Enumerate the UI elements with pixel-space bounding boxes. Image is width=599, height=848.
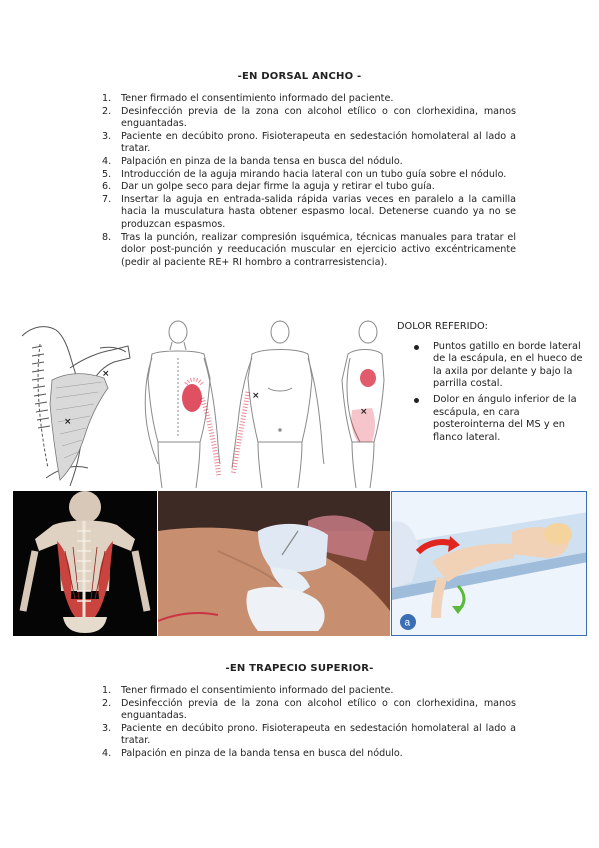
list-item — [100, 685, 516, 698]
step-text: Palpación en pinza de la banda tensa en busca del nódulo. — [121, 155, 403, 167]
trigger-point-x-mark: × — [252, 391, 260, 401]
trapecio-superior-steps — [100, 685, 516, 761]
trigger-point-x-mark: × — [102, 369, 110, 379]
step-number: 8. — [102, 231, 112, 243]
list-item — [100, 93, 516, 106]
step-text: Paciente en decúbito prono. Fisioterapeuta en sedestación homolateral al lado a tratar. — [121, 722, 516, 747]
list-item — [100, 131, 516, 156]
step-number: 1. — [102, 685, 112, 696]
referred-pain-zone-back — [182, 380, 219, 477]
list-item — [100, 106, 516, 131]
list-item — [100, 156, 516, 169]
anatomy-drawing — [12, 318, 392, 488]
step-number: 5. — [102, 168, 112, 180]
step-text: Paciente en decúbito prono. Fisioterapeuta en sedestación homolateral al lado a tratar. — [121, 130, 516, 155]
list-item — [100, 723, 516, 748]
step-text: Dar un golpe seco para dejar firme la aguja y retirar el tubo guía. — [121, 181, 435, 193]
step-number: 4. — [102, 155, 112, 167]
latissimus-muscle-shading — [50, 374, 108, 480]
trigger-point-x-mark: × — [360, 407, 368, 417]
bullet-icon — [414, 398, 419, 403]
step-number: 2. — [102, 697, 112, 709]
step-text: Tras la punción, realizar compresión isquémica, técnicas manuales para tratar el dolor post-punción y reeducación muscular en ejercicio activo excéntricamente (pedir al paciente RE+ RI hombro a contrarresistencia). — [121, 231, 516, 268]
step-text: Insertar la aguja en entrada-salida rápida varias veces en paralelo a la camilla hacia la musculatura hasta obtener espasmo local. Detenerse cuando ya no se produzcan espasmos. — [121, 193, 516, 230]
photo-muscle-3d-render — [13, 491, 157, 636]
photo-dry-needling — [158, 491, 390, 636]
section-title-dorsal-ancho: -EN DORSAL ANCHO - — [237, 71, 362, 82]
referred-pain-heading: DOLOR REFERIDO: — [397, 321, 488, 332]
list-item — [100, 194, 516, 232]
list-item — [100, 748, 516, 761]
photo-eccentric-exercise — [391, 491, 587, 636]
list-item — [100, 169, 516, 182]
dorsal-ancho-steps — [100, 93, 516, 269]
list-item — [397, 394, 587, 444]
bullet-icon — [414, 345, 419, 350]
referred-pain-text: Puntos gatillo en borde lateral de la escápula, en el hueco de la axila por delante y bajo la parrilla costal. — [433, 340, 583, 390]
list-item — [100, 232, 516, 270]
step-number: 3. — [102, 130, 112, 142]
step-text: Desinfección previa de la zona con alcohol etílico o con clorhexidina, manos enguantadas. — [121, 697, 516, 722]
exercise-illustration-image — [392, 492, 587, 636]
latissimus-render-image — [13, 491, 157, 636]
list-item — [397, 341, 587, 391]
step-number: 6. — [102, 181, 112, 193]
step-number: 3. — [102, 722, 112, 734]
back-view-figure — [145, 321, 220, 488]
list-item — [100, 181, 516, 194]
referred-pain-list — [397, 341, 587, 445]
figure-label: a — [404, 617, 411, 629]
referred-pain-illustration — [12, 318, 392, 488]
step-number: 7. — [102, 193, 112, 205]
step-text: Desinfección previa de la zona con alcohol etílico o con clorhexidina, manos enguantadas. — [121, 105, 516, 130]
lateral-view-figure — [342, 321, 384, 488]
step-number: 4. — [102, 747, 112, 759]
step-number: 2. — [102, 105, 112, 117]
needling-photo-image — [158, 491, 390, 636]
step-text: Introducción de la aguja mirando hacia lateral con un tubo guía sobre el nódulo. — [121, 168, 507, 180]
step-text: Tener firmado el consentimiento informado del paciente. — [121, 685, 394, 696]
step-number: 1. — [102, 93, 112, 104]
referred-pain-box — [397, 321, 587, 447]
referred-pain-zone-lateral — [351, 369, 376, 442]
section-title-trapecio-superior: -EN TRAPECIO SUPERIOR- — [225, 663, 374, 674]
trigger-point-x-mark: × — [64, 417, 72, 427]
referred-pain-text: Dolor en ángulo inferior de la escápula, en cara posterointerna del MS y en flanco lateral. — [433, 393, 577, 443]
step-text: Tener firmado el consentimiento informado del paciente. — [121, 93, 394, 104]
step-text: Palpación en pinza de la banda tensa en busca del nódulo. — [121, 747, 403, 759]
list-item — [100, 698, 516, 723]
